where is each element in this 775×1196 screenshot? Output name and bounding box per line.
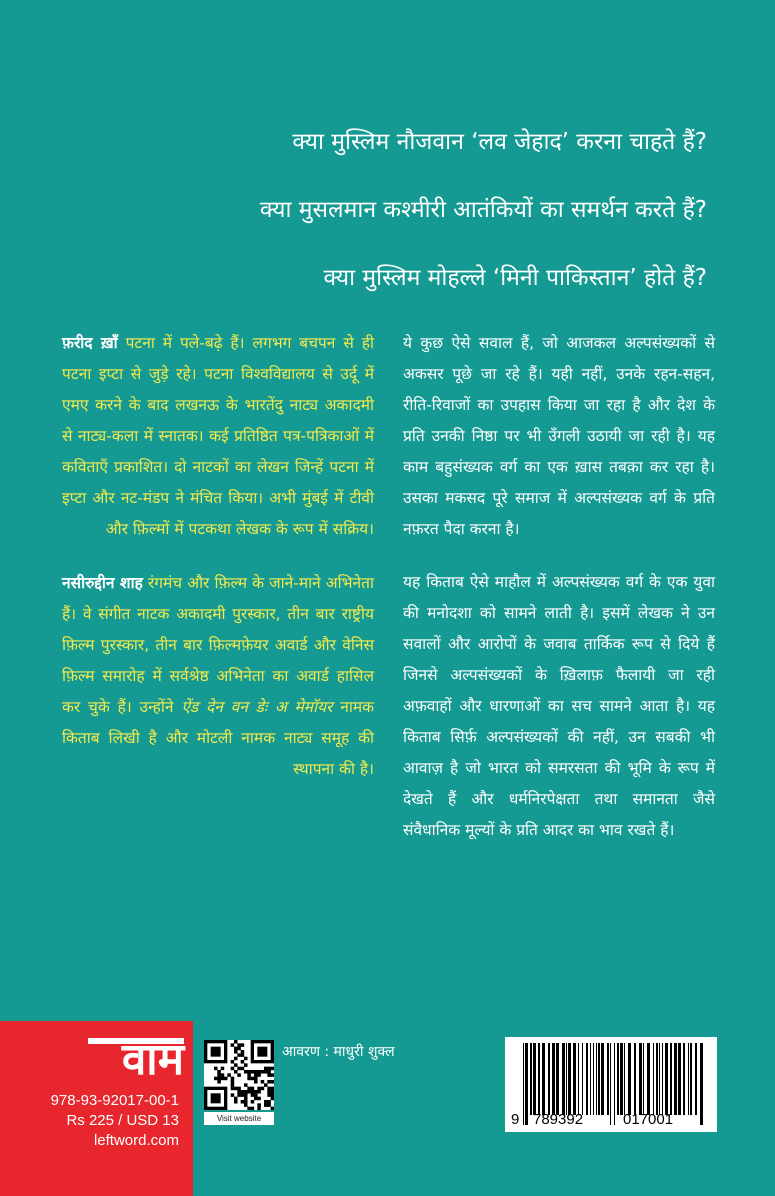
publisher-logo: वाम	[121, 1034, 184, 1085]
author-name: फ़रीद ख़ाँ	[62, 334, 118, 352]
cover-questions	[67, 126, 707, 330]
qr-code-graphic	[204, 1040, 274, 1110]
bio-column	[62, 328, 374, 808]
question-mini-pakistan: क्या मुस्लिम मोहल्ले ‘मिनी पाकिस्तान’ होते हैं?	[323, 265, 707, 291]
author-bio	[62, 328, 374, 545]
foreword-name: नसीरुद्दीन शाह	[62, 574, 143, 592]
barcode	[505, 1037, 717, 1132]
publisher-info	[9, 1091, 179, 1151]
question-kashmir: क्या मुसलमान कश्मीरी आतंकियों का समर्थन करते हैं?	[259, 197, 707, 223]
price: Rs 225 / USD 13	[66, 1112, 179, 1129]
foreword-bio	[62, 568, 374, 785]
isbn: 978-93-92017-00-1	[50, 1092, 179, 1109]
foreword-bio-text-1: रंगमंच और फ़िल्म के जाने-माने अभिनेता हैं। वे संगीत नाटक अकादमी पुरस्कार, तीन बार राष्ट्रीय फ़िल्म पुरस्कार, तीन बार फ़िल्मफ़ेयर अवार्ड और वेनिस फ़िल्म समारोह में सर्वश्रेष्ठ अभिनेता का अवार्ड हासिल कर चुके हैं। उन्होंने	[62, 574, 374, 716]
qr-caption: Visit website	[204, 1112, 274, 1125]
blurb-paragraph-2: यह किताब ऐसे माहौल में अल्पसंख्यक वर्ग के एक युवा की मनोदशा को सामने लाती है। इसमें लेखक ने उन सवालों और आरोपों के जवाब तार्किक रूप से दिये हैं जिनसे अल्पसंख्यकों के ख़िलाफ़ फैलायी जा रही अफ़वाहों और धारणाओं का सच सामने आता है। यह किताब सिर्फ़ अल्पसंख्यकों की नहीं, उन सबकी भी आवाज़ है जो भारत को समरसता की भूमि के रूप में देखते हैं और धर्मनिरपेक्षता तथा समानता जैसे संवैधानिक मूल्यों के प्रति आदर का भाव रखते हैं।	[403, 573, 715, 839]
qr-code-icon[interactable]	[204, 1040, 274, 1110]
barcode-digits-group1: 789392	[533, 1111, 584, 1128]
barcode-digit-lead: 9	[511, 1111, 520, 1128]
question-love-jehad: क्या मुस्लिम नौजवान ‘लव जेहाद’ करना चाहते हैं?	[292, 129, 707, 155]
blurb-paragraph-1: ये कुछ ऐसे सवाल हैं, जो आजकल अल्पसंख्यकों से अकसर पूछे जा रहे हैं। यही नहीं, उनके रहन-सहन, रीति-रिवाजों का उपहास किया जा रहा है और देश के प्रति उनकी निष्ठा पर भी उँगली उठायी जा रही है। यह काम बहुसंख्यक वर्ग का एक ख़ास तबक़ा कर रहा है। उसका मकसद पूरे समाज में अल्पसंख्यक वर्ग के प्रति नफ़रत पैदा करना है।	[403, 334, 715, 538]
memoir-title: ऐंड देन वन डेः अ मेमॉयर	[181, 698, 333, 716]
website[interactable]: leftword.com	[93, 1132, 179, 1149]
author-bio-text: पटना में पले-बढ़े हैं। लगभग बचपन से ही पटना इप्टा से जुड़े रहे। पटना विश्वविद्यालय से उर्दू में एमए करने के बाद लखनऊ के भारतेंदु नाट्य अकादमी से नाट्य-कला में स्नातक। कई प्रतिष्ठित पत्र-पत्रिकाओं में कविताएँ प्रकाशित। दो नाटकों का लेखन जिन्हें पटना में इप्टा और नट-मंडप ने मंचित किया। अभी मुंबई में टीवी और फ़िल्मों में पटकथा लेखक के रूप में सक्रिय।	[62, 334, 374, 538]
blurb-column	[403, 328, 715, 868]
foreword-bio-text-2: नामक किताब लिखी है और मोटली नामक नाट्य समूह की स्थापना की है।	[62, 698, 375, 778]
publisher-block	[0, 1021, 193, 1196]
cover-credit: आवरण : माधुरी शुक्ल	[282, 1044, 395, 1060]
barcode-digits-group2: 017001	[623, 1111, 674, 1128]
